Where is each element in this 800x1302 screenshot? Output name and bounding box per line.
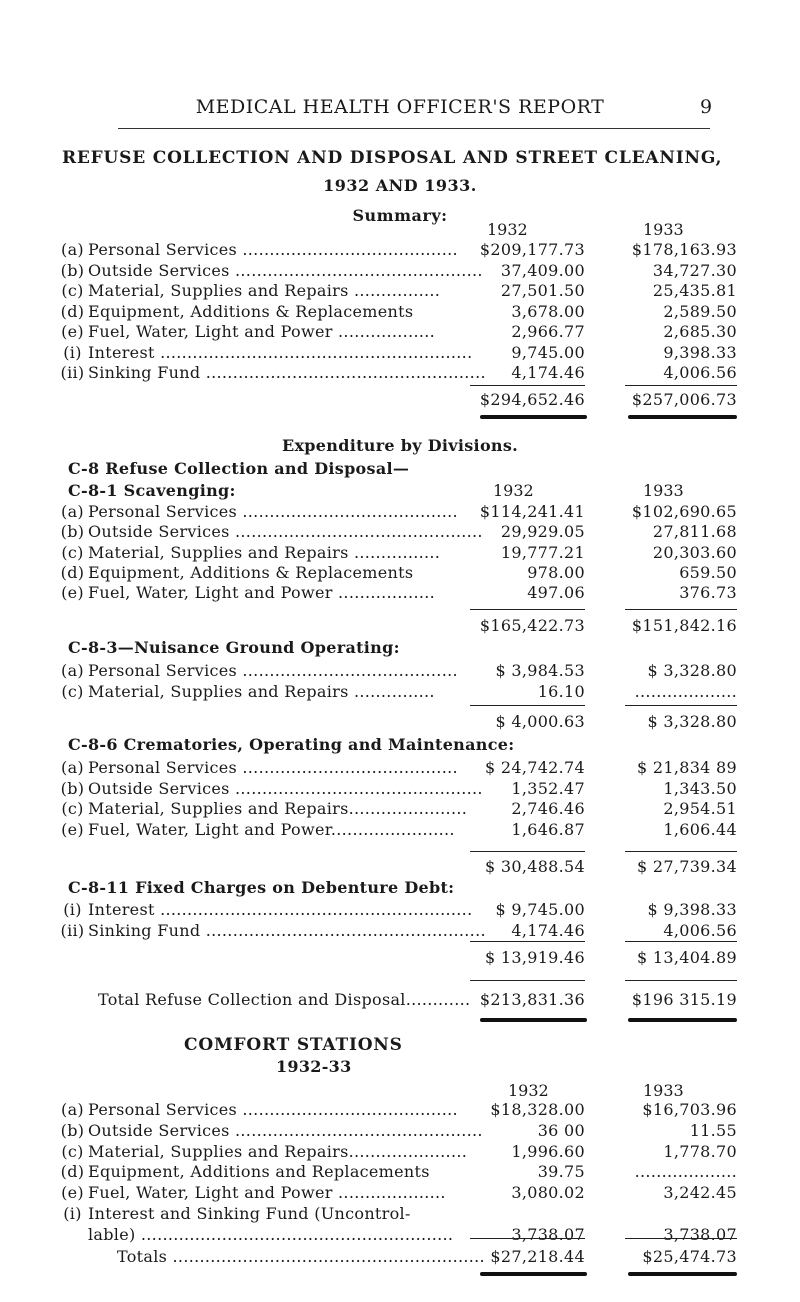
- summary-double-rule-1932: [480, 415, 587, 419]
- fixed-total-1933: $ 13,404.89: [637, 948, 737, 967]
- comfort-total-1932: $27,218.44: [490, 1247, 585, 1266]
- fixed-rule-1933: [625, 941, 737, 942]
- table-row: [50, 343, 750, 363]
- main-title: REFUSE COLLECTION AND DISPOSAL AND STREET CLEANING,: [62, 148, 723, 168]
- row-value-1932: 3,678.00: [511, 301, 585, 321]
- row-description: Material, Supplies and Repairs ...............: [88, 682, 435, 701]
- page-header-title: MEDICAL HEALTH OFFICER'S REPORT: [195, 96, 605, 118]
- row-value-1932: 19,777.21: [500, 542, 585, 562]
- row-value-1933: 4,006.56: [663, 363, 737, 382]
- grand-double-rule-1932: [480, 1018, 587, 1022]
- scav-total-1933: $151,842.16: [631, 616, 737, 635]
- row-value-1932: 497.06: [527, 583, 585, 603]
- row-value-1932: $209,177.73: [479, 240, 585, 259]
- comfort-total-1933: $25,474.73: [642, 1247, 737, 1266]
- row-value-1933: 2,954.51: [663, 799, 737, 818]
- subtitle: 1932 AND 1933.: [323, 176, 477, 195]
- crem-rule-1932: [470, 851, 585, 852]
- row-value-1932: $ 3,984.53: [495, 661, 585, 680]
- table-row: [50, 1142, 750, 1162]
- row-value-1932: 978.00: [527, 562, 585, 582]
- row-label: (e): [61, 322, 84, 341]
- row-description: lable) ..........................................................: [88, 1224, 454, 1244]
- table-row: [50, 583, 750, 603]
- row-value-1932: 3,738.07: [511, 1224, 585, 1244]
- row-value-1932: $ 24,742.74: [485, 758, 585, 777]
- comfort-rule-1933: [625, 1238, 737, 1239]
- c8-1-title: C-8-1 Scavenging:: [68, 481, 236, 500]
- table-row: [50, 799, 750, 819]
- page-number: 9: [700, 96, 713, 118]
- row-value-1933: 1,343.50: [663, 778, 737, 798]
- table-row: [50, 900, 750, 920]
- summary-rule-1933: [625, 385, 737, 386]
- summary-heading: Summary:: [352, 206, 448, 225]
- row-value-1933: 376.73: [679, 583, 737, 603]
- table-row: [50, 281, 750, 301]
- nuis-total-1933: $ 3,328.80: [647, 712, 737, 731]
- row-label: (c): [61, 799, 84, 818]
- row-value-1933: 34,727.30: [652, 260, 737, 280]
- row-value-1932: 2,966.77: [511, 322, 585, 341]
- row-value-1933: 1,606.44: [663, 819, 737, 839]
- row-description: Equipment, Additions and Replacements: [88, 1162, 430, 1182]
- row-value-1933: 20,303.60: [652, 542, 737, 562]
- row-label: (d): [60, 562, 85, 582]
- row-value-1932: 29,929.05: [500, 522, 585, 542]
- nuis-rule-1933: [625, 705, 737, 706]
- table-row: [50, 779, 750, 799]
- summary-double-rule-1933: [628, 415, 737, 419]
- c8-11-title: C-8-11 Fixed Charges on Debenture Debt:: [68, 878, 455, 897]
- comfort-double-rule-1932: [480, 1272, 587, 1276]
- grand-double-rule-1933: [628, 1018, 737, 1022]
- row-description: Outside Services ..............................................: [88, 1120, 483, 1140]
- table-row: [50, 543, 750, 563]
- row-value-1933: $16,703.96: [642, 1100, 737, 1119]
- row-description: Personal Services ........................................: [88, 240, 458, 259]
- row-label: (c): [61, 682, 84, 701]
- row-description: Personal Services ........................................: [88, 661, 458, 680]
- row-value-1932: $ 9,745.00: [495, 900, 585, 919]
- scav-rule-1933: [625, 609, 737, 610]
- row-label: (a): [61, 661, 84, 680]
- row-description: Material, Supplies and Repairs ................: [88, 542, 441, 562]
- divisions-heading: Expenditure by Divisions.: [281, 436, 519, 455]
- header-rule: [118, 128, 710, 129]
- row-label: (e): [61, 819, 84, 839]
- row-value-1933: $ 3,328.80: [647, 661, 737, 680]
- row-value-1932: 1,352.47: [511, 778, 585, 798]
- row-label: (i): [63, 1204, 82, 1223]
- row-value-1932: 9,745.00: [511, 342, 585, 362]
- row-value-1932: 37,409.00: [500, 260, 585, 280]
- summary-col-1933: 1933: [643, 220, 684, 239]
- row-description: Personal Services ........................................: [88, 502, 458, 521]
- row-value-1933: 27,811.68: [652, 522, 737, 542]
- table-row: [50, 1162, 750, 1182]
- row-value-1932: 27,501.50: [500, 281, 585, 300]
- row-description: Fuel, Water, Light and Power ....................: [88, 1183, 446, 1203]
- row-description: Material, Supplies and Repairs ................: [88, 281, 441, 300]
- row-description: Outside Services ..............................................: [88, 522, 483, 542]
- c8-3-title: C-8-3—Nuisance Ground Operating:: [68, 638, 400, 657]
- row-description: Interest and Sinking Fund (Uncontrol-: [88, 1204, 411, 1223]
- table-row: [50, 363, 750, 383]
- table-row: [50, 1121, 750, 1141]
- crem-total-1933: $ 27,739.34: [637, 857, 737, 876]
- c8-title: C-8 Refuse Collection and Disposal—: [68, 459, 410, 478]
- table-row: [50, 240, 750, 260]
- row-label: (ii): [60, 363, 85, 382]
- table-row: [50, 522, 750, 542]
- row-value-1932: 1,646.87: [511, 819, 585, 839]
- row-value-1933: 2,685.30: [663, 322, 737, 341]
- row-value-1933: 11.55: [689, 1120, 737, 1140]
- grand-total-1933: $196 315.19: [631, 990, 737, 1009]
- table-row: [50, 261, 750, 281]
- row-description: Equipment, Additions & Replacements: [88, 301, 414, 321]
- table-row: [50, 1100, 750, 1120]
- comfort-rule-1932: [470, 1238, 585, 1239]
- row-description: Interest ..........................................................: [88, 342, 473, 362]
- row-label: (a): [61, 758, 84, 777]
- scavenging-col-1932: 1932: [493, 481, 534, 500]
- grand-total-label: Total Refuse Collection and Disposal............: [98, 990, 471, 1009]
- row-description: Outside Services ..............................................: [88, 260, 483, 280]
- row-value-1933: 1,778.70: [663, 1141, 737, 1161]
- row-value-1933: 2,589.50: [663, 301, 737, 321]
- row-label: (c): [61, 542, 84, 562]
- row-description: Material, Supplies and Repairs......................: [88, 1141, 468, 1161]
- row-description: Fuel, Water, Light and Power ..................: [88, 322, 435, 341]
- row-value-1933: 3,242.45: [663, 1183, 737, 1203]
- table-row: [50, 661, 750, 681]
- grand-rule-1932: [470, 980, 585, 981]
- row-value-1933: $102,690.65: [631, 502, 737, 521]
- table-row: [50, 1183, 750, 1203]
- fixed-total-1932: $ 13,919.46: [485, 948, 585, 967]
- row-label: (c): [61, 281, 84, 300]
- row-label: (e): [61, 1183, 84, 1203]
- row-label: (c): [61, 1141, 84, 1161]
- nuis-total-1932: $ 4,000.63: [495, 712, 585, 731]
- row-description: Fuel, Water, Light and Power.......................: [88, 819, 455, 839]
- fixed-rule-1932: [470, 941, 585, 942]
- row-value-1932: $18,328.00: [490, 1100, 585, 1119]
- summary-total-1932: $294,652.46: [479, 390, 585, 409]
- row-label: (b): [60, 1120, 85, 1140]
- table-row: [50, 563, 750, 583]
- crem-total-1932: $ 30,488.54: [485, 857, 585, 876]
- scav-total-1932: $165,422.73: [479, 616, 585, 635]
- table-row: [50, 302, 750, 322]
- table-row: [50, 502, 750, 522]
- row-label: (i): [63, 900, 82, 919]
- row-value-1932: 4,174.46: [511, 363, 585, 382]
- row-value-1932: 4,174.46: [511, 921, 585, 940]
- row-description: Equipment, Additions & Replacements: [88, 562, 414, 582]
- row-value-1933: 3,738.07: [663, 1224, 737, 1244]
- row-value-1932: 16.10: [537, 682, 585, 701]
- scavenging-col-1933: 1933: [643, 481, 684, 500]
- summary-col-1932: 1932: [487, 220, 528, 239]
- row-value-1932: 39.75: [537, 1162, 585, 1182]
- row-label: (a): [61, 240, 84, 259]
- table-row: [50, 921, 750, 941]
- row-value-1932: 3,080.02: [511, 1183, 585, 1203]
- row-description: Sinking Fund ....................................................: [88, 921, 486, 940]
- comfort-totals-label: Totals ..........................................................: [117, 1247, 485, 1266]
- row-value-1933: $ 21,834 89: [637, 758, 737, 777]
- comfort-col-1932: 1932: [508, 1081, 549, 1100]
- table-row: [50, 758, 750, 778]
- row-label: (a): [61, 1100, 84, 1119]
- row-value-1933: ...................: [634, 682, 737, 701]
- c8-6-title: C-8-6 Crematories, Operating and Maintenance:: [68, 735, 515, 754]
- summary-rule-1932: [470, 385, 585, 386]
- nuis-rule-1932: [470, 705, 585, 706]
- row-label: (i): [63, 342, 82, 362]
- table-row: [50, 820, 750, 840]
- row-value-1933: ...................: [634, 1162, 737, 1182]
- row-value-1932: 36 00: [537, 1120, 585, 1140]
- table-row: [50, 682, 750, 702]
- row-description: Outside Services ..............................................: [88, 778, 483, 798]
- row-value-1932: 1,996.60: [511, 1141, 585, 1161]
- row-description: Interest ..........................................................: [88, 900, 473, 919]
- crem-rule-1933: [625, 851, 737, 852]
- row-label: (b): [60, 260, 85, 280]
- comfort-col-1933: 1933: [643, 1081, 684, 1100]
- row-label: (d): [60, 1162, 85, 1182]
- row-value-1933: $ 9,398.33: [647, 900, 737, 919]
- row-description: Sinking Fund ....................................................: [88, 363, 486, 382]
- row-description: Personal Services ........................................: [88, 758, 458, 777]
- table-row: [50, 1225, 750, 1245]
- grand-rule-1933: [625, 980, 737, 981]
- row-value-1933: $178,163.93: [631, 240, 737, 259]
- row-label: (b): [60, 778, 85, 798]
- row-label: (a): [61, 502, 84, 521]
- row-description: Material, Supplies and Repairs......................: [88, 799, 468, 818]
- row-label: (d): [60, 301, 85, 321]
- comfort-double-rule-1933: [628, 1272, 737, 1276]
- table-row: [50, 1204, 750, 1224]
- row-label: (ii): [60, 921, 85, 940]
- row-description: Fuel, Water, Light and Power ..................: [88, 583, 435, 603]
- row-value-1932: 2,746.46: [511, 799, 585, 818]
- row-value-1933: 4,006.56: [663, 921, 737, 940]
- comfort-heading: COMFORT STATIONS: [184, 1035, 403, 1055]
- row-label: (e): [61, 583, 84, 603]
- row-description: Personal Services ........................................: [88, 1100, 458, 1119]
- table-row: [50, 322, 750, 342]
- row-value-1933: 25,435.81: [652, 281, 737, 300]
- comfort-period: 1932-33: [276, 1057, 352, 1076]
- row-value-1932: $114,241.41: [479, 502, 585, 521]
- grand-total-1932: $213,831.36: [479, 990, 585, 1009]
- summary-total-1933: $257,006.73: [631, 390, 737, 409]
- row-value-1933: 9,398.33: [663, 342, 737, 362]
- scav-rule-1932: [470, 609, 585, 610]
- row-label: (b): [60, 522, 85, 542]
- row-value-1933: 659.50: [679, 562, 737, 582]
